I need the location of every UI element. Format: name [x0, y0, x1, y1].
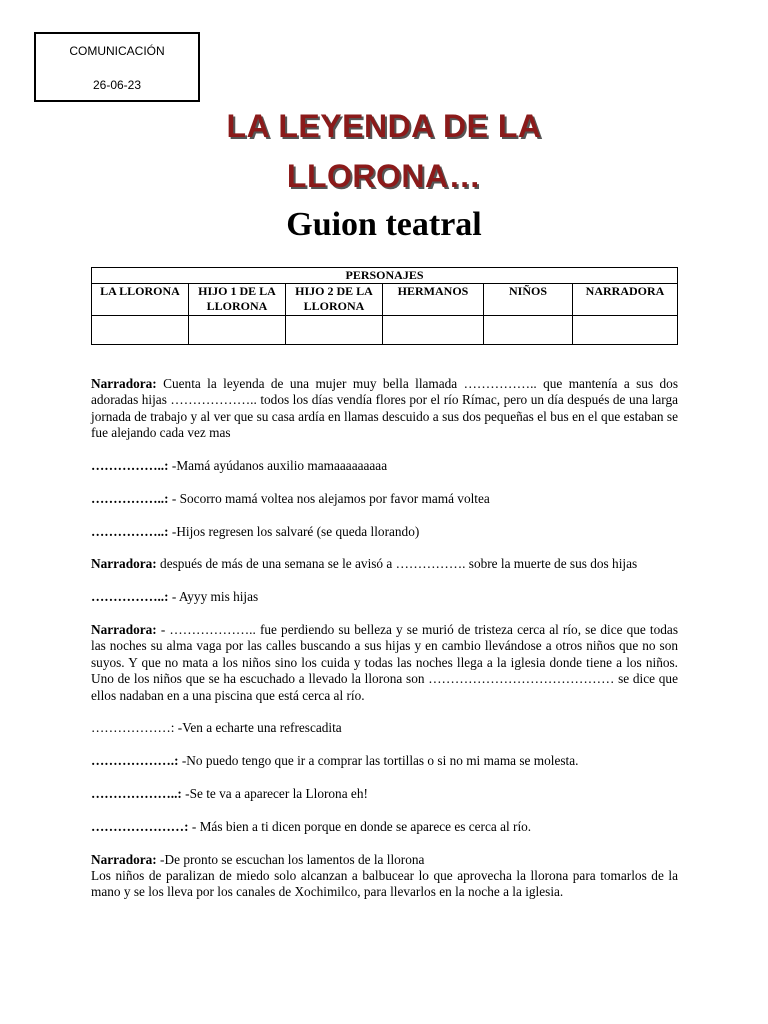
subtitle: Guion teatral [286, 206, 482, 243]
dialogue-text: Cuenta la leyenda de una mujer muy bella llamada …………….. que mantenía a sus dos adoradas hijas ……………….. todos los días vendía flores por el río Rímac, pero un día después de una larga jornada de trabajo y al ver que su casa ardía en llamas descuido a sus dos pequeñas el bus en el que estaban se fue alejando cada vez mas [91, 376, 678, 441]
speaker-label: Narradora: [91, 622, 157, 637]
script-line [91, 458, 678, 474]
table-cell [573, 316, 678, 345]
speaker-label: ………………: [91, 720, 175, 736]
characters-table [91, 267, 678, 345]
script-body [91, 376, 678, 917]
dialogue-text: - Ayyy mis hijas [168, 589, 259, 605]
speaker-label: ………………..: [91, 786, 182, 802]
dialogue-text: - ……………….. fue perdiendo su belleza y se murió de tristeza cerca al río, se dice que todas las noches su alma vaga por las calles buscando a sus hijas y en cambio llevándose a otros niños que no son suyos. Y que no mata a los niños sino los cuida y todas las noches llega a la iglesia donde tiene a los niños. Uno de los niños que se ha escuchado a llevado la llorona son …………………………………… se dice que ellos nadaban en a una piscina que está cerca al río. [91, 622, 678, 703]
column-header: HIJO 2 DE LA LLORONA [286, 284, 383, 316]
closing-paragraph: Los niños de paralizan de miedo solo alcanzan a balbucear lo que aprovecha la llorona para tomarlos de la mano y se los lleva por los canales de Xochimilco, para llevarlos en la noche a la iglesia. [91, 868, 678, 900]
column-header: NARRADORA [573, 284, 678, 316]
dialogue-text: - Más bien a ti dicen porque en donde se aparece es cerca al río. [188, 818, 532, 834]
table-cell [484, 316, 573, 345]
speaker-label: ……………….: [91, 753, 179, 769]
script-line [91, 376, 678, 442]
column-header: LA LLORONA [92, 284, 189, 316]
dialogue-text: -Ven a echarte una refrescadita [174, 720, 342, 736]
characters-heading: PERSONAJES [92, 268, 678, 284]
dialogue-text: -Hijos regresen los salvaré (se queda llorando) [168, 523, 420, 539]
script-line [91, 589, 678, 605]
script-line [91, 786, 678, 802]
script-line [91, 819, 678, 835]
script-line [91, 753, 678, 769]
speaker-label: Narradora: [91, 851, 157, 867]
header-box [34, 32, 200, 102]
dialogue-text: después de más de una semana se le avisó a ……………. sobre la muerte de sus dos hijas [156, 556, 638, 572]
column-header: HERMANOS [383, 284, 484, 316]
dialogue-text: -Se te va a aparecer la Llorona eh! [181, 786, 368, 802]
speaker-label: ……………..: [91, 523, 169, 539]
speaker-label: Narradora: [91, 376, 157, 391]
dialogue-text: -No puedo tengo que ir a comprar las tortillas o si no mi mama se molesta. [178, 753, 579, 769]
title-line-2: LLORONA… [286, 158, 482, 194]
speaker-label: Narradora: [91, 556, 157, 572]
speaker-label: ……………..: [91, 490, 169, 506]
speaker-label: …………………: [91, 818, 189, 834]
table-cell [189, 316, 286, 345]
script-line [91, 720, 678, 736]
script-line [91, 622, 678, 704]
speaker-label: ……………..: [91, 458, 169, 474]
dialogue-text: - Socorro mamá voltea nos alejamos por favor mamá voltea [168, 490, 490, 506]
script-line [91, 491, 678, 507]
title-line-1: LA LEYENDA DE LA [226, 108, 542, 144]
script-line [91, 852, 678, 868]
table-cell [383, 316, 484, 345]
dialogue-text: -De pronto se escuchan los lamentos de la llorona [156, 851, 425, 867]
date-label: 26-06-23 [92, 78, 142, 92]
script-line [91, 556, 678, 572]
column-header: HIJO 1 DE LA LLORONA [189, 284, 286, 316]
dialogue-text: -Mamá ayúdanos auxilio mamaaaaaaaaa [168, 458, 388, 474]
column-header: NIÑOS [484, 284, 573, 316]
table-cell [286, 316, 383, 345]
script-line [91, 524, 678, 540]
table-cell [92, 316, 189, 345]
speaker-label: ……………..: [91, 589, 169, 605]
subject-label: COMUNICACIÓN [69, 44, 165, 58]
